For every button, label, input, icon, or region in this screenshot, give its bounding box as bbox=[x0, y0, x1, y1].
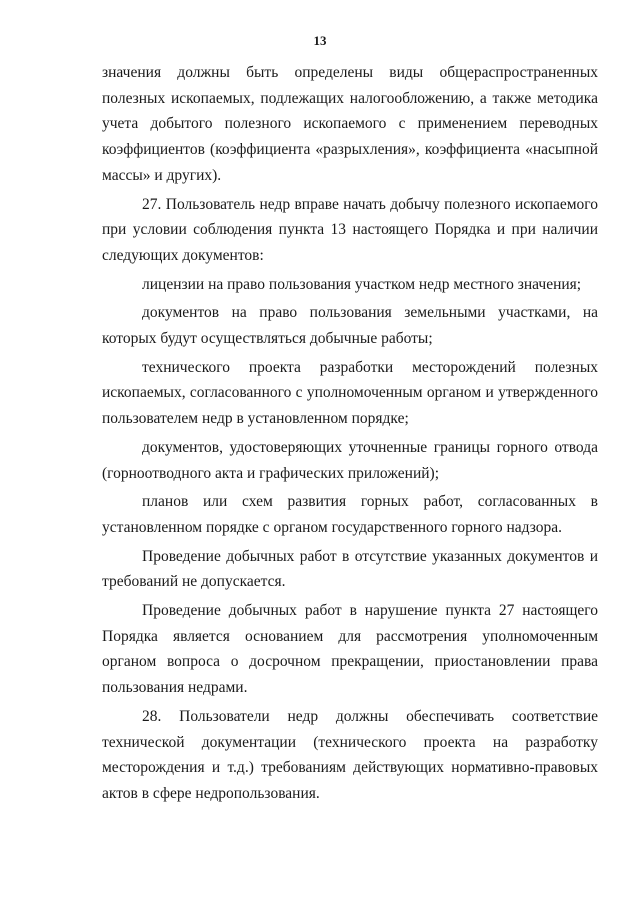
paragraph-mining-plans: планов или схем развития горных работ, согласованных в установленном порядке с органом государственного горного надзора. bbox=[102, 493, 598, 536]
paragraph-license: лицензии на право пользования участком недр местного значения; bbox=[142, 275, 582, 293]
paragraph-mining-allotment: документов, удостоверяющих уточненные границы горного отвода (горноотводного акта и графических приложений); bbox=[102, 438, 598, 482]
paragraph-violation: Проведение добычных работ в нарушение пункта 27 настоящего Порядка является основанием для рассмотрения уполномоченным органом вопроса о досрочном прекращении, приостановлении права пользования недрами. bbox=[102, 602, 598, 697]
paragraph-28: 28. Пользователи недр должны обеспечивать соответствие технической документации (технического проекта на разработку месторождения и т.д.) требованиям действующих нормативно-правовых актов в сфере недропользования. bbox=[102, 707, 598, 802]
paragraph-prohibition: Проведение добычных работ в отсутствие указанных документов и требований не допускается. bbox=[102, 547, 598, 591]
paragraph-land-documents: документов на право пользования земельными участками, на которых будут осуществляться добычные работы; bbox=[102, 304, 598, 348]
paragraph-technical-project: технического проекта разработки месторождений полезных ископаемых, согласованного с уполномоченным органом и утвержденного пользователем недр в установленном порядке; bbox=[102, 358, 598, 428]
page-number: 13 bbox=[313, 33, 327, 48]
paragraph-27-intro: 27. Пользователь недр вправе начать добычу полезного ископаемого при условии соблюдения пункта 13 настоящего Порядка и при наличии следующих документов: bbox=[102, 195, 598, 264]
paragraph-methodology: значения должны быть определены виды общераспространенных полезных ископаемых, подлежащих налогообложению, а также методика учета добытого полезного ископаемого с применением переводных коэффициентов (коэффициента «разрыхления», коэффициента «насыпной массы» и других). bbox=[102, 64, 598, 184]
document-body bbox=[102, 60, 598, 807]
